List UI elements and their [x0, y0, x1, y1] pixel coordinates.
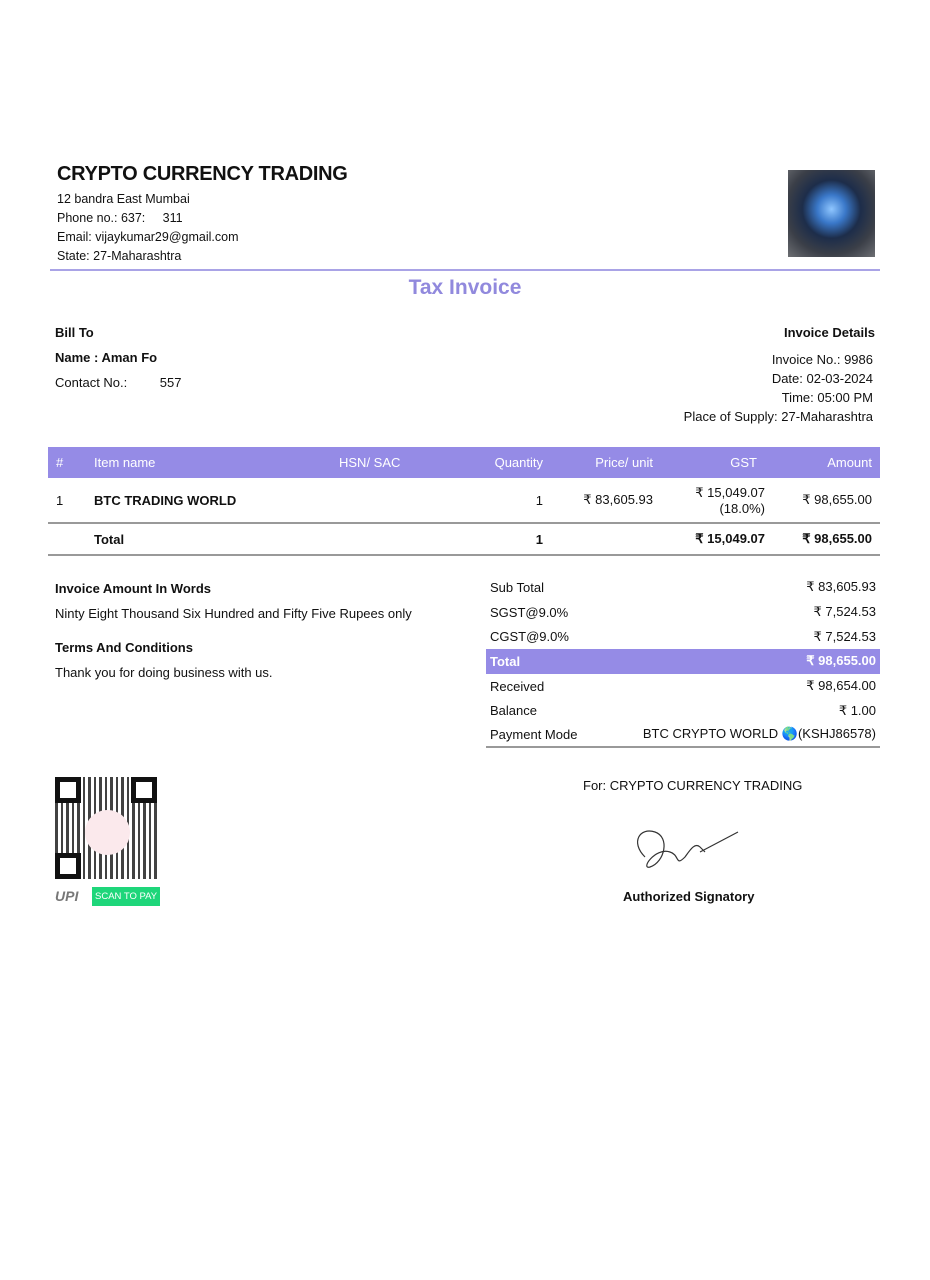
summary-value: BTC CRYPTO WORLD 🌎(KSHJ86578): [642, 726, 876, 742]
row-qty: 1: [441, 478, 551, 523]
row-hsn: [331, 478, 441, 523]
place-of-supply: Place of Supply: 27-Maharashtra: [683, 409, 873, 424]
qr-finder: [131, 777, 157, 803]
summary-value: ₹ 83,605.93: [806, 579, 876, 595]
summary-total: [486, 649, 880, 674]
summary-table: [486, 575, 880, 748]
summary-value: ₹ 1.00: [838, 702, 876, 718]
row-gst-amount: ₹ 15,049.07: [695, 484, 765, 500]
summary-value: ₹ 98,654.00: [806, 678, 876, 694]
company-phone: Phone no.: 637: 311: [57, 211, 183, 225]
row-gst: [661, 478, 773, 523]
qr-finder: [55, 853, 81, 879]
row-no: 1: [48, 478, 86, 523]
col-hsn: HSN/ SAC: [331, 447, 441, 478]
bill-to-heading: Bill To: [55, 325, 94, 340]
scan-to-pay-badge: SCAN TO PAY: [92, 887, 160, 906]
summary-label: Sub Total: [490, 579, 544, 595]
col-gst: GST: [661, 447, 773, 478]
summary-payment-mode: [486, 723, 880, 748]
summary-value: ₹ 7,524.53: [813, 628, 876, 644]
qr-finder: [55, 777, 81, 803]
table-row: [48, 478, 880, 523]
summary-value: ₹ 98,655.00: [806, 653, 876, 669]
company-address: 12 bandra East Mumbai: [57, 192, 190, 206]
signature-image: [625, 822, 740, 877]
amount-words-text: Ninty Eight Thousand Six Hundred and Fifty Five Rupees only: [55, 606, 412, 621]
col-qty: Quantity: [441, 447, 551, 478]
bill-to-contact: Contact No.: 557: [55, 375, 182, 390]
company-name: CRYPTO CURRENCY TRADING: [57, 163, 348, 185]
summary-balance: [486, 698, 880, 723]
invoice-date: Date: 02-03-2024: [771, 371, 873, 386]
col-price: Price/ unit: [551, 447, 661, 478]
summary-subtotal: [486, 575, 880, 600]
company-state: State: 27-Maharashtra: [57, 249, 182, 263]
amount-words-heading: Invoice Amount In Words: [55, 581, 212, 596]
summary-cgst: [486, 624, 880, 649]
summary-label: CGST@9.0%: [490, 629, 569, 645]
company-email: Email: vijaykumar29@gmail.com: [57, 230, 239, 244]
total-qty: 1: [441, 523, 551, 555]
total-gst: ₹ 15,049.07: [661, 523, 773, 555]
table-total-row: [48, 523, 880, 555]
total-label: Total: [86, 523, 331, 555]
summary-label: Received: [490, 678, 545, 694]
terms-heading: Terms And Conditions: [55, 640, 193, 655]
summary-label: Balance: [490, 703, 537, 719]
upi-logo: UPI: [55, 888, 79, 904]
row-price: ₹ 83,605.93: [551, 478, 661, 523]
summary-label: Total: [490, 653, 521, 669]
col-item: Item name: [86, 447, 331, 478]
table-header: [48, 447, 880, 478]
header-divider: [50, 269, 880, 271]
summary-sgst: [486, 600, 880, 625]
summary-label: SGST@9.0%: [490, 604, 569, 620]
items-table: [48, 447, 880, 556]
total-amount: ₹ 98,655.00: [773, 523, 880, 555]
invoice-details-heading: Invoice Details: [783, 325, 875, 340]
company-logo-image: [788, 170, 875, 257]
summary-value: ₹ 7,524.53: [813, 604, 876, 620]
qr-redaction: [85, 810, 130, 855]
row-amount: ₹ 98,655.00: [773, 478, 880, 523]
row-gst-rate: (18.0%): [719, 500, 765, 516]
col-no: #: [48, 447, 86, 478]
page-title: Tax Invoice: [408, 276, 522, 299]
summary-label: Payment Mode: [490, 726, 578, 742]
invoice-time: Time: 05:00 PM: [781, 390, 873, 405]
signature-for: For: CRYPTO CURRENCY TRADING: [583, 778, 803, 793]
terms-text: Thank you for doing business with us.: [55, 665, 273, 680]
row-item: BTC TRADING WORLD: [86, 478, 331, 523]
summary-received: [486, 674, 880, 699]
authorized-signatory: Authorized Signatory: [623, 889, 755, 904]
col-amount: Amount: [773, 447, 880, 478]
invoice-number: Invoice No.: 9986: [771, 352, 873, 367]
bill-to-name: Name : Aman Fo: [55, 350, 158, 365]
